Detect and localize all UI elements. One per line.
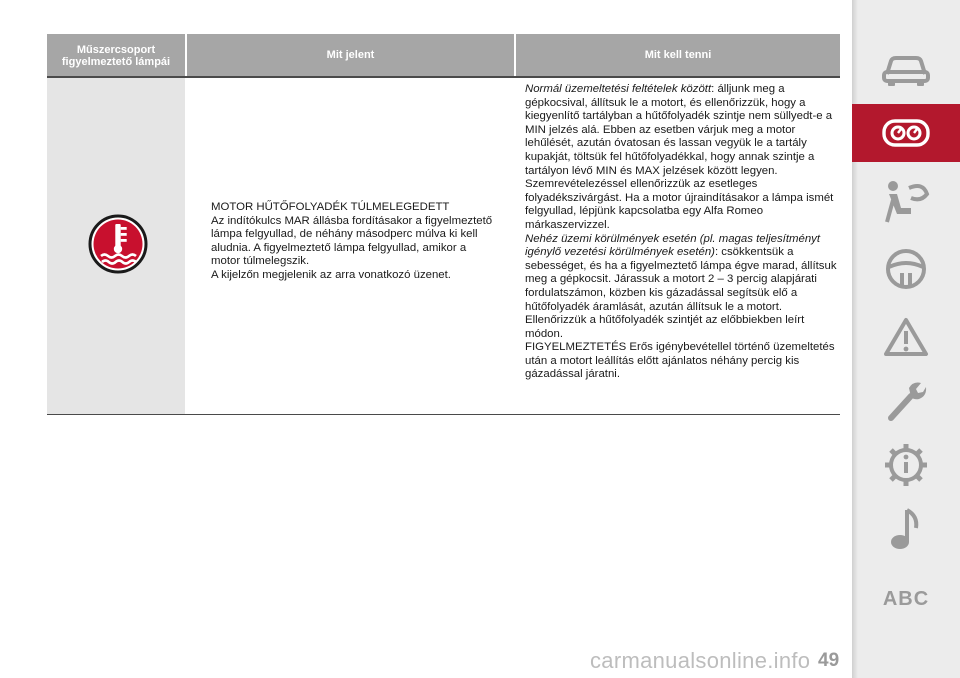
action-normal-text: : álljunk meg a gépkocsival, állítsuk le a motort, és ellenőrizzük, hogy a kiegyenlítő tartályban a hűtőfolyadék szintje nem süllyedt-e a MIN jelzés alá. Ebben az esetben várjuk meg a motor lehűlését, azután óvatosan és lassan vegyük le a tartály kupakját, töltsük fel hűtőfolyadékkal, hogy annak szintje a tartályon lévő MIN és MAX jelzések között legyen. Szemrevételezéssel ellenőrizzük az esetleges folyadékszivárgást. Ha a motor újraindításakor a lámpa ismét felgyullad, lépjünk kapcsolatba egy Alfa Romeo márkaszervizzel. (525, 83, 834, 231)
coolant-temperature-icon (88, 214, 148, 274)
sidebar-item-maintenance[interactable] (852, 372, 960, 430)
meaning-line: lámpa felgyullad, de néhány másodperc múlva ki kell (211, 228, 478, 241)
sidebar-item-technical-data[interactable] (852, 436, 960, 494)
sidebar-item-dashboard[interactable] (852, 104, 960, 162)
page-number: 49 (818, 650, 840, 671)
action-heavy-label: Nehéz üzemi körülmények esetén (pl. magas teljesítményt igénylő vezetési körülmények esetén) (525, 232, 821, 259)
header-meaning: Mit jelent (187, 34, 514, 76)
meaning-line: Az indítókulcs MAR állásba fordításakor a figyelmeztető (211, 214, 493, 227)
wrench-icon (883, 378, 929, 424)
car-icon (881, 52, 931, 88)
warning-lights-table (47, 34, 840, 415)
meaning-title: MOTOR HŰTŐFOLYADÉK TÚLMELEGEDETT (211, 201, 450, 213)
header-action: Mit kell tenni (516, 34, 840, 76)
table-bottom-rule (47, 414, 840, 415)
dashboard-icon (881, 117, 931, 149)
sidebar-item-multimedia[interactable] (852, 500, 960, 558)
meaning-cell (187, 78, 514, 414)
action-warning: FIGYELMEZTETÉS Erős igénybevétellel történő üzemeltetés után a motort leállítás előtt ajánlatos néhány percig kis gázadással járatni. (525, 341, 835, 381)
watermark: carmanualsonline.info (590, 648, 811, 673)
action-normal-label: Normál üzemeltetési feltételek között (525, 83, 712, 95)
action-heavy-text: : csökkentsük a sebességet, és ha a figyelmeztető lámpa égve marad, állítsuk meg a gépkocsit. Járassuk a motort 2 – 3 percig alapjárati fordulatszámon, közben kis gázadással segítsük elő a hűtőfolyadék áramlását, azután állítsuk le a motort. Ellenőrizzük a hűtőfolyadék szintjét az előbbiekben leírt módon. (525, 246, 837, 340)
warning-triangle-icon (883, 316, 929, 358)
header-col1-line2: figyelmeztető lámpái (61, 56, 171, 68)
header-warning-lights (47, 34, 185, 76)
table-row (47, 78, 840, 414)
sidebar-item-safety[interactable] (852, 172, 960, 230)
sidebar-item-emergency[interactable] (852, 308, 960, 366)
action-normal (525, 83, 840, 233)
meaning-line: motor túlmelegszik. (211, 255, 310, 268)
sidebar-item-index[interactable] (852, 580, 960, 618)
header-col1-line1: Műszercsoport (76, 44, 156, 56)
chapter-sidebar (852, 0, 960, 678)
meaning-line: A kijelzőn megjelenik az arra vonatkozó üzenet. (211, 268, 451, 281)
action-cell (516, 78, 840, 414)
action-heavy (525, 233, 840, 342)
settings-info-icon (883, 442, 929, 488)
meaning-line: aludnia. A figyelmeztető lámpa felgyullad, amikor a (211, 241, 467, 254)
icon-cell (47, 78, 185, 414)
sidebar-item-driving[interactable] (852, 240, 960, 298)
sidebar-item-car[interactable] (852, 42, 960, 98)
table-header (47, 34, 840, 76)
steering-wheel-icon (884, 247, 928, 291)
index-label: ABC (882, 587, 930, 610)
meaning-text (211, 201, 511, 283)
music-note-icon (886, 506, 926, 552)
airbag-seat-icon (881, 178, 931, 224)
